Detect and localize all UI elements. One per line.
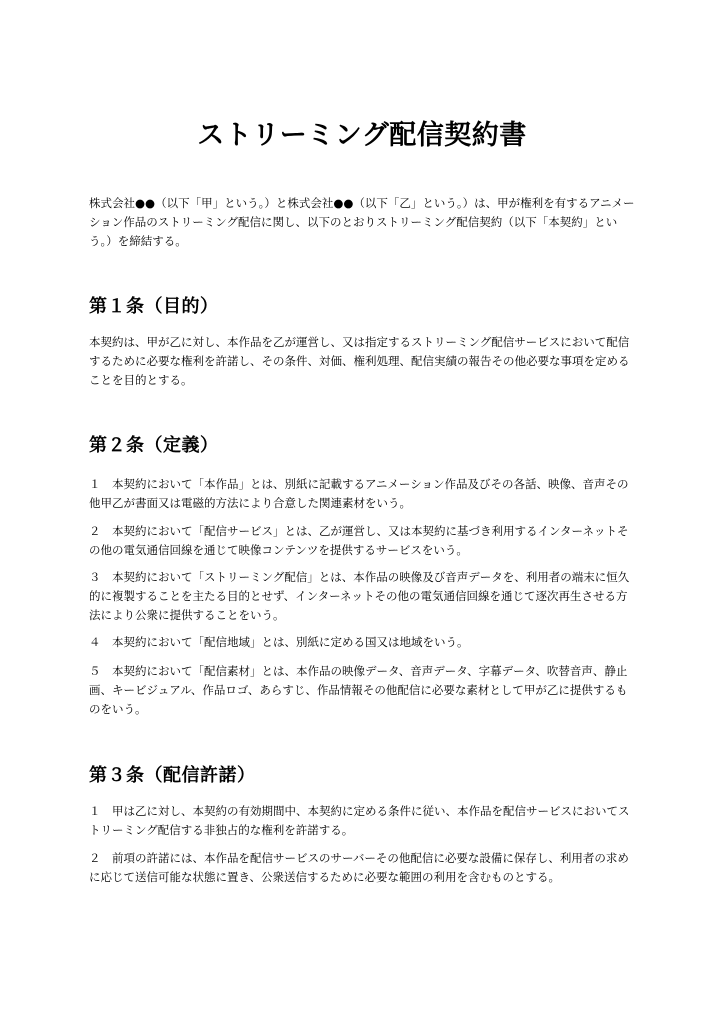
article-1-paragraph: 本契約は、甲が乙に対し、本作品を乙が運営し、又は指定するストリーミング配信サービスにおいて配信するために必要な権利を許諾し、その条件、対価、権利処理、配信実績の報告その他必要な事項を定めることを目的とする。	[89, 335, 630, 387]
article-2-clause-4: ４ 本契約において「配信地域」とは、別紙に定める国又は地域をいう。	[89, 635, 469, 649]
article-2-clause-3: ３ 本契約において「ストリーミング配信」とは、本作品の映像及び音声データを、利用者の端末に恒久的に複製することを主たる目的とせず、インターネットその他の電気通信回線を通じて逐次再生させる方法により公衆に提供することをいう。	[89, 570, 630, 622]
preamble-paragraph: 株式会社●●（以下「甲」という。）と株式会社●●（以下「乙」という。）は、甲が権利を有するアニメーション作品のストリーミング配信に関し、以下のとおりストリーミング配信契約（以下「本契約」という。）を締結する。	[89, 196, 635, 248]
article-3-heading: 第３条（配信許諾）	[89, 765, 256, 786]
article-2-clause-5: ５ 本契約において「配信素材」とは、本作品の映像データ、音声データ、字幕データ、吹替音声、静止画、キービジュアル、作品ロゴ、あらすじ、作品情報その他配信に必要な素材として甲が乙に提供するものをいう。	[89, 664, 628, 716]
article-2-heading: 第２条（定義）	[89, 435, 219, 456]
article-3-clause-1: １ 甲は乙に対し、本契約の有効期間中、本契約に定める条件に従い、本作品を配信サービスにおいてストリーミング配信する非独占的な権利を許諾する。	[89, 804, 630, 837]
article-2-clause-2: ２ 本契約において「配信サービス」とは、乙が運営し、又は本契約に基づき利用するインターネットその他の電気通信回線を通じて映像コンテンツを提供するサービスをいう。	[89, 524, 629, 557]
article-2-clause-1: １ 本契約において「本作品」とは、別紙に記載するアニメーション作品及びその各話、映像、音声その他甲乙が書面又は電磁的方法により合意した関連素材をいう。	[89, 477, 629, 510]
article-1-heading: 第１条（目的）	[89, 296, 219, 317]
article-3-clause-2: ２ 前項の許諾には、本作品を配信サービスのサーバーその他配信に必要な設備に保存し、利用者の求めに応じて送信可能な状態に置き、公衆送信するために必要な範囲の利用を含むものとする。	[89, 851, 629, 884]
document-title: ストリーミング配信契約書	[197, 120, 527, 151]
